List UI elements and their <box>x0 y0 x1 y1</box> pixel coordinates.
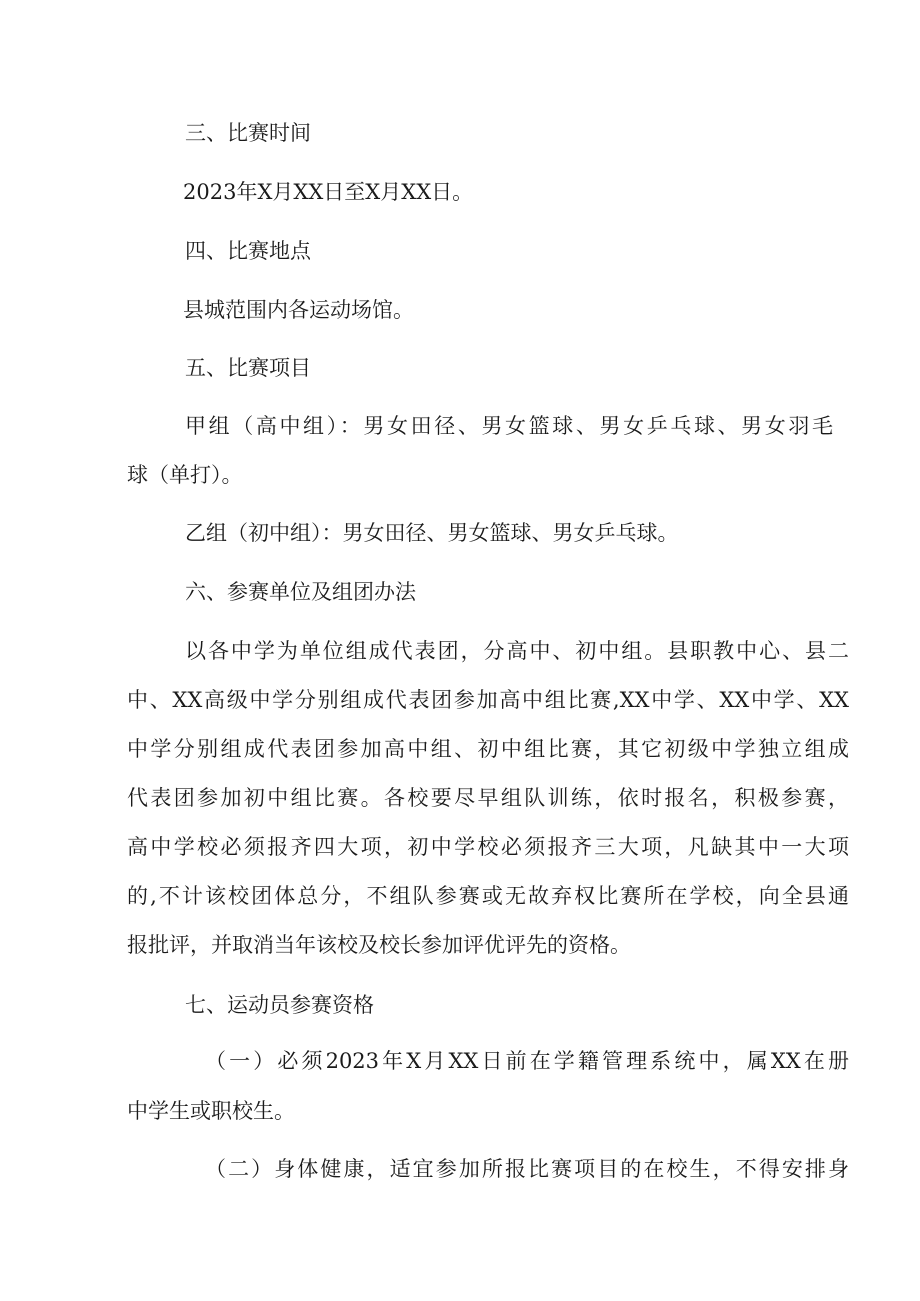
section-7-item-2-line-1: （二）身体健康，适宜参加所报比赛项目的在校生，不得安排身 <box>205 1157 849 1181</box>
group-a-line-1: 甲组（高中组）：男女田径、男女篮球、男女乒乓球、男女羽毛 <box>185 414 833 438</box>
section-4-body: 县城范围内各运动场馆。 <box>183 298 414 322</box>
section-7-item-1-line-1: （一）必须2023年X月XX日前在学籍管理系统中，属XX在册 <box>205 1049 849 1073</box>
section-7-heading: 七、运动员参赛资格 <box>185 993 374 1017</box>
section-6-line: 以各中学为单位组成代表团，分高中、初中组。县职教中心、县二 <box>185 639 849 663</box>
section-3-heading: 三、比赛时间 <box>185 121 311 145</box>
section-7-item-1-line-2: 中学生或职校生。 <box>127 1099 295 1123</box>
group-a-line-2: 球（单打）。 <box>127 463 243 487</box>
group-b-line: 乙组（初中组）：男女田径、男女篮球、男女乒乓球。 <box>185 521 679 545</box>
section-5-heading: 五、比赛项目 <box>185 356 311 380</box>
section-6-line: 的,不计该校团体总分，不组队参赛或无故弃权比赛所在学校，向全县通 <box>127 884 849 908</box>
section-6-line: 高中学校必须报齐四大项，初中学校必须报齐三大项，凡缺其中一大项 <box>127 835 849 859</box>
section-4-heading: 四、比赛地点 <box>185 239 311 263</box>
section-6-line: 报批评，并取消当年该校及校长参加评优评先的资格。 <box>127 933 631 957</box>
section-6-line: 中、XX高级中学分别组成代表团参加高中组比赛,XX中学、XX中学、XX <box>127 688 849 712</box>
section-6-heading: 六、参赛单位及组团办法 <box>185 580 416 604</box>
section-3-body: 2023年X月XX日至X月XX日。 <box>183 180 474 204</box>
section-6-line: 代表团参加初中组比赛。各校要尽早组队训练，依时报名，积极参赛， <box>127 786 849 810</box>
section-6-line: 中学分别组成代表团参加高中组、初中组比赛，其它初级中学独立组成 <box>127 737 849 761</box>
